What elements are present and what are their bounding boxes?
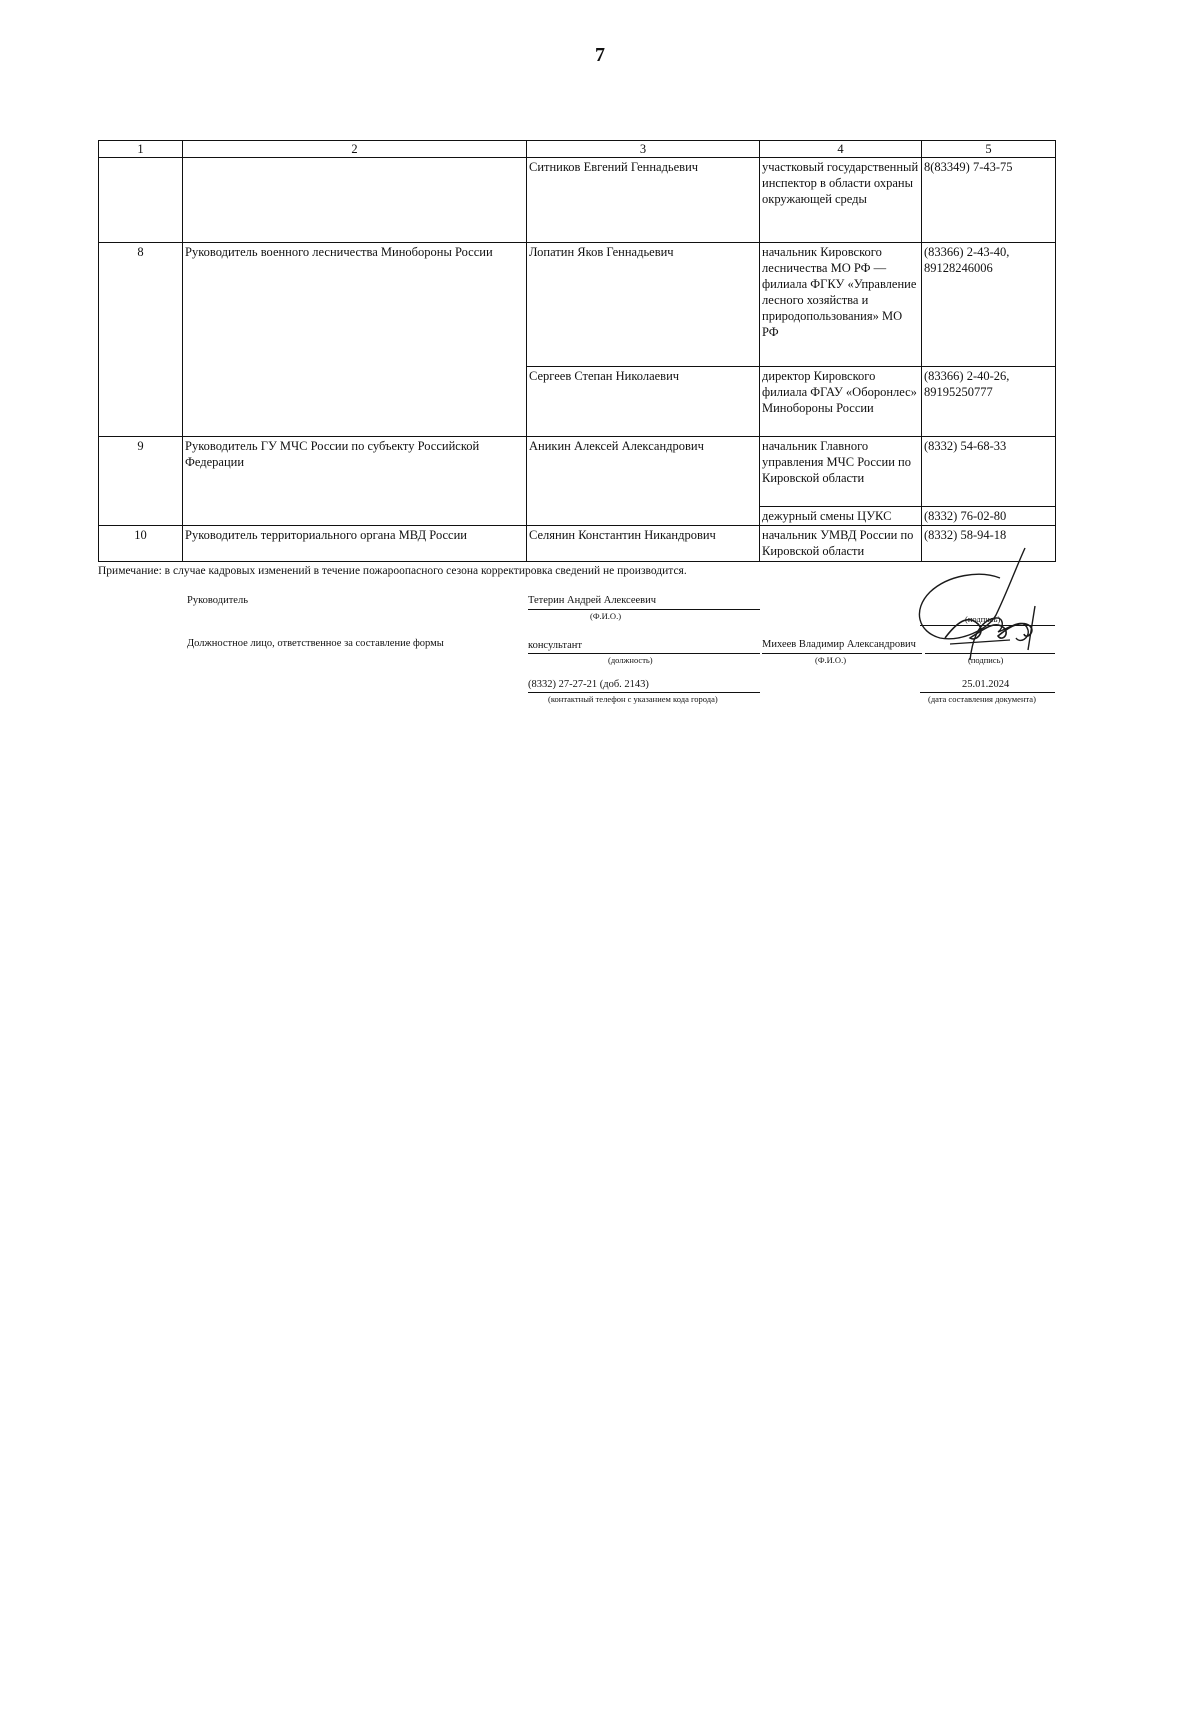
role-cell: Руководитель территориального органа МВД России — [183, 526, 527, 562]
responsible-label: Должностное лицо, ответственное за составление формы — [187, 638, 444, 649]
responsible-name-underline — [762, 653, 922, 654]
column-header-1: 1 — [99, 141, 183, 158]
position-value: консультант — [528, 640, 582, 651]
table-note: Примечание: в случае кадровых изменений в течение пожароопасного сезона корректировка сведений не производится. — [98, 565, 687, 577]
head-name-underline — [528, 609, 760, 610]
phone-cell: (8332) 58-94-18 — [922, 526, 1056, 562]
name-cell: Ситников Евгений Геннадьевич — [527, 158, 760, 243]
name-cell: Селянин Константин Никандрович — [527, 526, 760, 562]
responsible-name: Михеев Владимир Александрович — [762, 639, 916, 650]
role-cell — [183, 158, 527, 243]
position-cell: начальник Кировского лесничества МО РФ — филиала ФГКУ «Управление лесного хозяйства и природопользования» МО РФ — [760, 243, 922, 367]
position-cell: дежурный смены ЦУКС — [760, 507, 922, 526]
column-header-2: 2 — [183, 141, 527, 158]
column-header-4: 4 — [760, 141, 922, 158]
document-date-underline — [920, 692, 1055, 693]
table-row — [99, 158, 1056, 243]
position-cell: начальник УМВД России по Кировской области — [760, 526, 922, 562]
contact-phone-value: (8332) 27-27-21 (доб. 2143) — [528, 679, 649, 690]
position-cell: директор Кировского филиала ФГАУ «Оборонлес» Минобороны России — [760, 367, 922, 437]
page-number: 7 — [595, 44, 605, 66]
name-cell: Сергеев Степан Николаевич — [527, 367, 760, 437]
table-header-row — [99, 141, 1056, 158]
column-header-3: 3 — [527, 141, 760, 158]
contact-phone-caption: (контактный телефон с указанием кода города) — [548, 694, 718, 704]
phone-cell: 8(83349) 7-43-75 — [922, 158, 1056, 243]
phone-cell: (8332) 76-02-80 — [922, 507, 1056, 526]
document-date-value: 25.01.2024 — [962, 679, 1010, 690]
position-cell: участковый государственный инспектор в области охраны окружающей среды — [760, 158, 922, 243]
handwritten-signature-responsible — [940, 598, 1050, 658]
position-cell: начальник Главного управления МЧС России по Кировской области — [760, 437, 922, 507]
head-signature-caption: (подпись) — [965, 614, 1001, 624]
role-cell: Руководитель ГУ МЧС России по субъекту Российской Федерации — [183, 437, 527, 526]
responsible-fio-caption: (Ф.И.О.) — [815, 655, 847, 665]
phone-cell: (83366) 2-40-26, 89195250777 — [922, 367, 1056, 437]
document-date-caption: (дата составления документа) — [928, 694, 1036, 704]
table-row — [99, 243, 1056, 367]
row-number-cell: 8 — [99, 243, 183, 437]
column-header-5: 5 — [922, 141, 1056, 158]
contacts-table — [98, 140, 1056, 562]
row-number-cell: 10 — [99, 526, 183, 562]
row-number-cell — [99, 158, 183, 243]
position-underline — [528, 653, 760, 654]
phone-cell: (83366) 2-43-40, 89128246006 — [922, 243, 1056, 367]
role-cell: Руководитель военного лесничества Минобороны России — [183, 243, 527, 437]
phone-cell: (8332) 54-68-33 — [922, 437, 1056, 507]
name-cell: Лопатин Яков Геннадьевич — [527, 243, 760, 367]
row-number-cell: 9 — [99, 437, 183, 526]
table-row — [99, 437, 1056, 507]
head-label: Руководитель — [187, 595, 248, 606]
position-caption: (должность) — [608, 655, 653, 665]
name-cell: Аникин Алексей Александрович — [527, 437, 760, 526]
head-name: Тетерин Андрей Алексеевич — [528, 595, 657, 606]
responsible-signature-caption: (подпись) — [968, 655, 1004, 665]
contact-phone-underline — [528, 692, 760, 693]
head-fio-caption: (Ф.И.О.) — [590, 611, 622, 621]
